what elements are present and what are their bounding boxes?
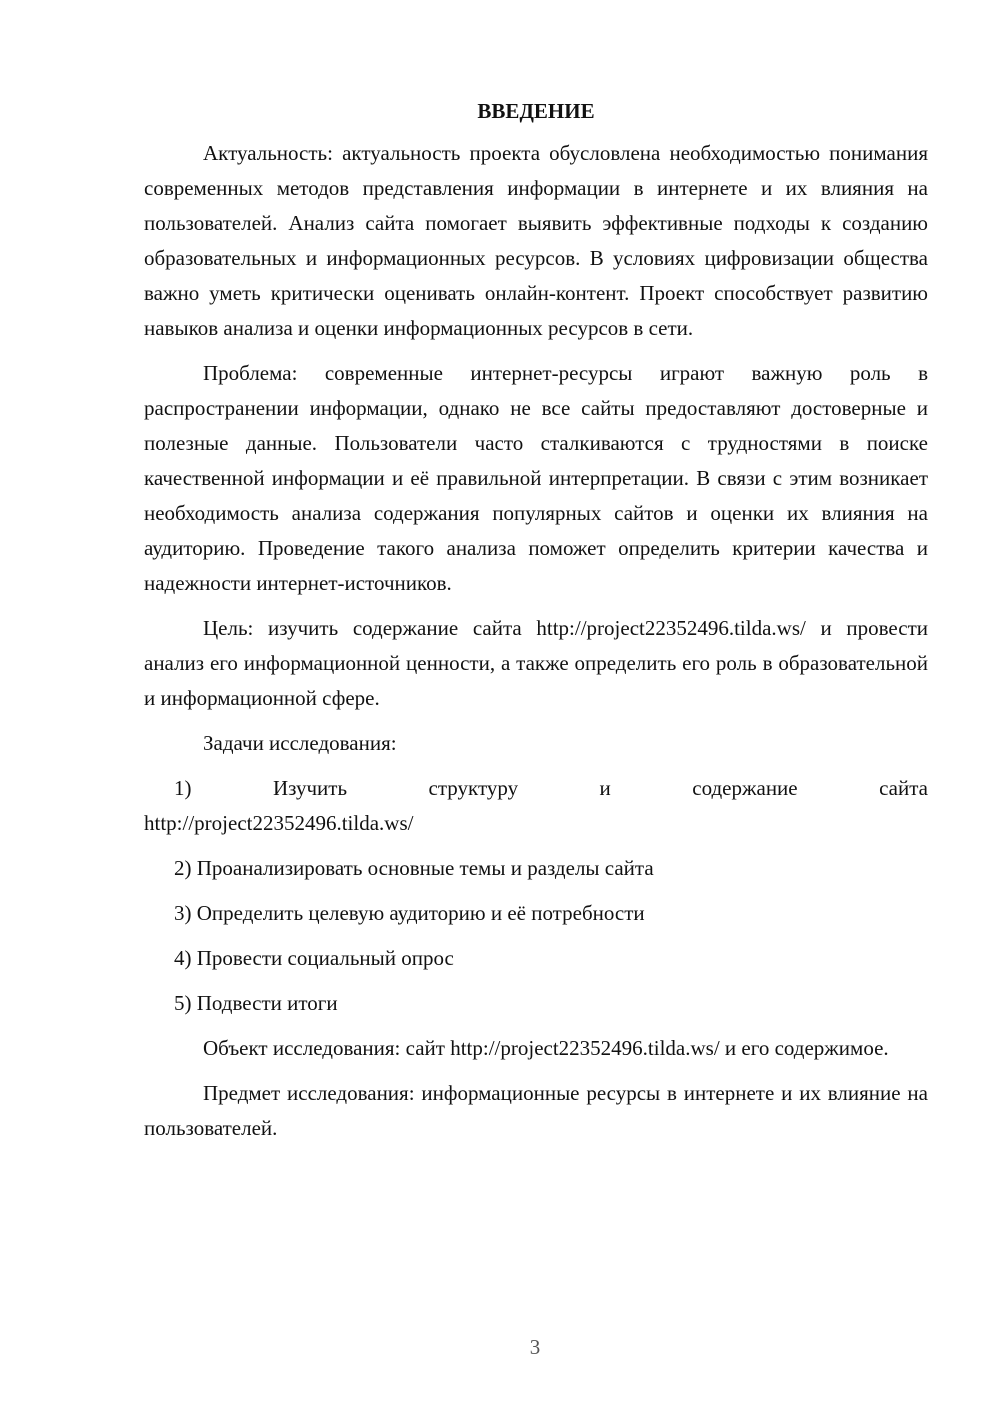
task-1-url: http://project22352496.tilda.ws/ [144, 811, 414, 835]
subject-paragraph: Предмет исследования: информационные ресурсы в интернете и их влияние на пользователей. [144, 1081, 928, 1140]
task-4: 4) Провести социальный опрос [174, 946, 454, 970]
task-5: 5) Подвести итоги [174, 991, 338, 1015]
task-3: 3) Определить целевую аудиторию и её потребности [174, 901, 645, 925]
goal-paragraph: Цель: изучить содержание сайта http://project22352496.tilda.ws/ и провести анализ его информационной ценности, а также определить его роль в образовательной и информационной сфере. [144, 616, 928, 710]
problem-paragraph: Проблема: современные интернет-ресурсы играют важную роль в распространении информации, однако не все сайты предоставляют достоверные и полезные данные. Пользователи часто сталкиваются с трудностями в поиске качественной информации и её правильной интерпретации. В связи с этим возникает необходимость анализа содержания популярных сайтов и оценки их влияния на аудиторию. Проведение такого анализа поможет определить критерии качества и надежности интернет-источников. [144, 361, 928, 595]
relevance-paragraph: Актуальность: актуальность проекта обусловлена необходимостью понимания современных методов представления информации в интернете и их влияния на пользователей. Анализ сайта помогает выявить эффективные подходы к созданию образовательных и информационных ресурсов. В условиях цифровизации общества важно уметь критически оценивать онлайн-контент. Проект способствует развитию навыков анализа и оценки информационных ресурсов в сети. [144, 141, 928, 340]
object-paragraph: Объект исследования: сайт http://project22352496.tilda.ws/ и его содержимое. [203, 1036, 889, 1060]
task-2: 2) Проанализировать основные темы и разделы сайта [174, 856, 654, 880]
page-content [144, 96, 928, 1156]
task-1-line-1: 1) Изучить структуру и содержание сайта [174, 776, 928, 800]
section-heading: ВВЕДЕНИЕ [477, 99, 595, 123]
page-number: 3 [529, 1335, 541, 1359]
tasks-intro: Задачи исследования: [203, 731, 397, 755]
